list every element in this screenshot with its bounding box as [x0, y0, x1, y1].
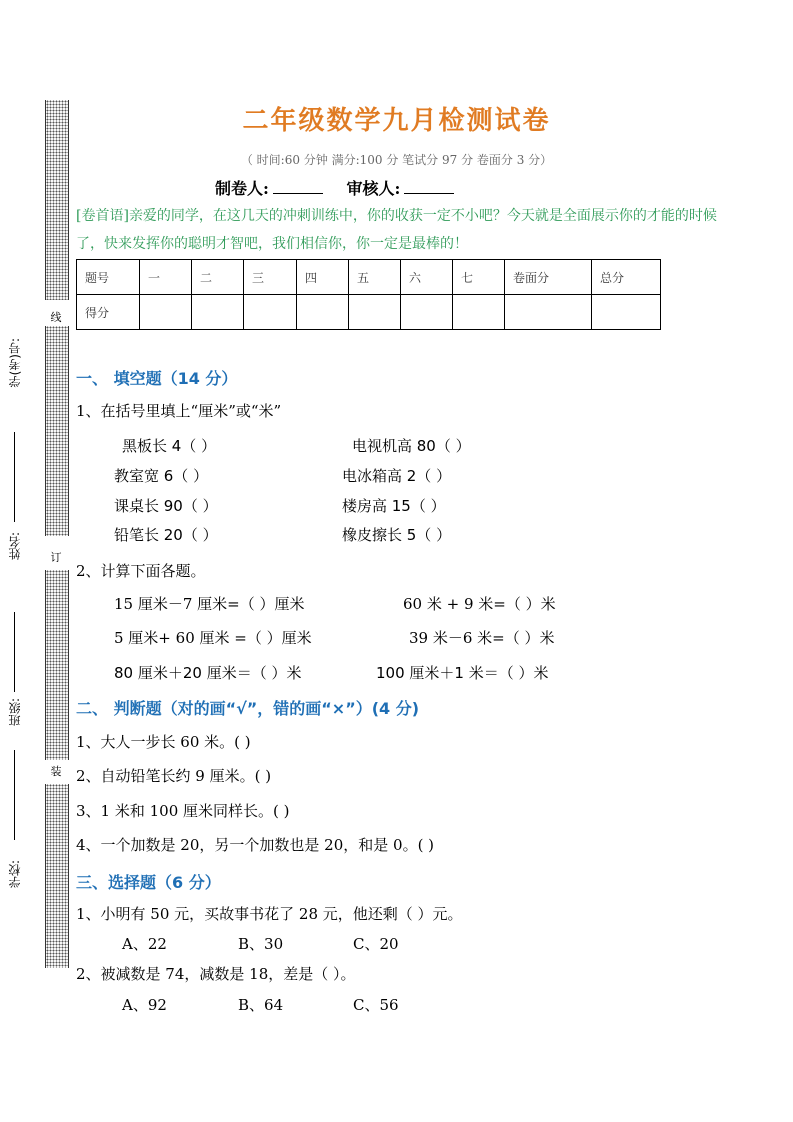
maker-blank[interactable] — [273, 193, 323, 194]
score-header-cell: 卷面分 — [505, 260, 592, 295]
score-cell[interactable] — [192, 295, 244, 330]
fill-item: 电视机高 80（ ） — [352, 437, 471, 455]
score-header-cell: 三 — [244, 260, 297, 295]
calc-item: 5 厘米+ 60 厘米 =（ ）厘米 — [114, 629, 312, 647]
score-header-cell: 四 — [297, 260, 349, 295]
score-cell[interactable] — [453, 295, 505, 330]
dotted-border — [45, 784, 69, 968]
seal-mark-ding: 订 — [50, 551, 62, 564]
score-cell[interactable] — [140, 295, 192, 330]
judge-item: 4、一个加数是 20，另一个加数也是 20，和是 0。( ) — [76, 836, 435, 854]
seal-mark-line: 线 — [50, 311, 62, 324]
page-title: 二年级数学九月检测试卷 — [242, 106, 551, 136]
school-label: 学校: — [8, 860, 22, 889]
score-header-cell: 总分 — [592, 260, 661, 295]
score-header-cell: 六 — [401, 260, 453, 295]
score-table-score-row — [77, 295, 661, 330]
calc-item: 39 米－6 米=（ ）米 — [409, 629, 555, 647]
fill-item: 课桌长 90（ ） — [114, 497, 218, 515]
score-table — [76, 259, 661, 330]
choice-question: 1、小明有 50 元，买故事书花了 28 元，他还剩（ ）元。 — [76, 905, 463, 923]
judge-item: 1、大人一步长 60 米。( ) — [76, 733, 251, 751]
calc-item: 15 厘米－7 厘米=（ ）厘米 — [114, 595, 305, 613]
choice-option: C、20 — [353, 935, 399, 953]
choice-option: C、56 — [353, 996, 399, 1014]
reviewer-label: 审核人: — [346, 179, 401, 198]
fill-item: 黑板长 4（ ） — [122, 437, 217, 455]
score-cell[interactable] — [297, 295, 349, 330]
preface-tag: [卷首语] — [76, 208, 129, 224]
choice-option: A、92 — [122, 996, 167, 1014]
score-header-cell: 二 — [192, 260, 244, 295]
preface-text: 亲爱的同学，在这几天的冲刺训练中，你的收获一定不小吧？今天就是全面展示你的才能的时候了，快来发挥你的聪明才智吧，我们相信你，你一定是最棒的！ — [76, 208, 717, 252]
score-cell[interactable] — [401, 295, 453, 330]
section-heading-true-false: 二、 判断题（对的画“√”，错的画“×”）(4 分) — [76, 699, 420, 718]
section-heading-fill-in: 一、 填空题（14 分） — [76, 369, 238, 388]
fill-item: 铅笔长 20（ ） — [114, 526, 218, 544]
score-cell[interactable] — [349, 295, 401, 330]
reviewer-blank[interactable] — [404, 193, 454, 194]
student-id-line — [14, 432, 15, 522]
class-line — [14, 750, 15, 840]
score-cell[interactable] — [244, 295, 297, 330]
choice-option: A、22 — [122, 935, 167, 953]
score-header-cell: 题号 — [77, 260, 140, 295]
question-prompt: 1、在括号里填上“厘米”或“米” — [76, 402, 282, 420]
score-header-cell: 一 — [140, 260, 192, 295]
maker-reviewer-line — [215, 176, 472, 199]
dotted-border — [45, 326, 69, 536]
question-prompt: 2、计算下面各题。 — [76, 562, 206, 580]
student-id-label: 学(考)号: — [8, 338, 22, 388]
choice-option: B、64 — [238, 996, 284, 1014]
judge-item: 3、1 米和 100 厘米同样长。( ) — [76, 802, 290, 820]
seal-mark-zhuang: 装 — [50, 765, 62, 778]
fill-item: 楼房高 15（ ） — [342, 497, 446, 515]
choice-option: B、30 — [238, 935, 284, 953]
calc-item: 80 厘米＋20 厘米＝（ ）米 — [114, 664, 302, 682]
score-header-cell: 七 — [453, 260, 505, 295]
fill-item: 教室宽 6（ ） — [114, 467, 209, 485]
section-heading-multiple-choice: 三、选择题（6 分） — [76, 873, 221, 892]
score-header-cell: 五 — [349, 260, 401, 295]
maker-label: 制卷人: — [215, 179, 269, 198]
score-cell[interactable] — [505, 295, 592, 330]
dotted-border — [45, 570, 69, 760]
binding-margin — [45, 100, 67, 968]
preface — [76, 202, 736, 258]
score-table-header-row — [77, 260, 661, 295]
name-line — [14, 612, 15, 692]
score-cell[interactable] — [592, 295, 661, 330]
exam-meta: （ 时间:60 分钟 满分:100 分 笔试分 97 分 卷面分 3 分） — [240, 153, 553, 167]
score-row-label: 得分 — [77, 295, 140, 330]
judge-item: 2、自动铅笔长约 9 厘米。( ) — [76, 767, 272, 785]
fill-item: 电冰箱高 2（ ） — [342, 467, 452, 485]
calc-item: 100 厘米＋1 米＝（ ）米 — [376, 664, 549, 682]
name-label: 姓名: — [8, 532, 22, 561]
class-label: 班级: — [8, 698, 22, 727]
fill-item: 橡皮擦长 5（ ） — [342, 526, 452, 544]
choice-question: 2、被减数是 74，减数是 18，差是（ ）。 — [76, 965, 356, 983]
calc-item: 60 米 + 9 米=（ ）米 — [403, 595, 556, 613]
